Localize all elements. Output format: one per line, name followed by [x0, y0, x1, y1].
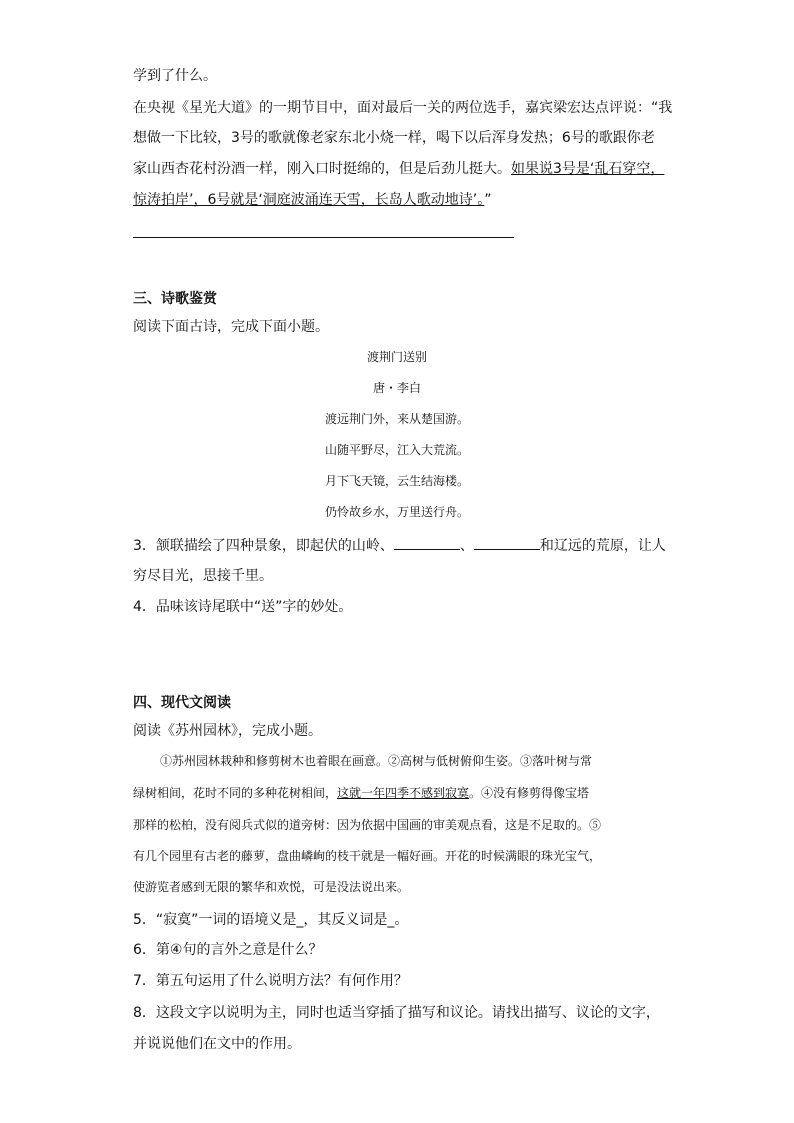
passage-line: 使游览者感到无限的繁华和欢悦，可是没法说出来。: [133, 880, 410, 894]
passage-line: 那样的松柏，没有阅兵式似的道旁树：因为依据中国画的审美观点看，这是不足取的。⑤: [133, 818, 602, 832]
text-segment: ”: [484, 192, 492, 208]
question-7: 7．第五句运用了什么说明方法？有何作用？: [133, 973, 408, 989]
text-line: [133, 190, 492, 210]
passage-line: ①苏州园林栽种和修剪树木也着眼在画意。②高树与低树俯仰生姿。③落叶树与常: [160, 754, 593, 768]
poem-line: 渡远荆门外，来从楚国游。: [324, 412, 469, 426]
question-3-cont: 穷尽目光，思接千里。: [133, 568, 273, 584]
question-8: 8．这段文字以说明为主，同时也适当穿插了描写和议论。请找出描写、议论的文字，: [133, 1005, 660, 1021]
passage-line: [133, 784, 589, 802]
passage-line: 有几个园里有古老的藤萝，盘曲嶙峋的枝干就是一幅好画。开花的时候满眼的珠光宝气，: [133, 849, 602, 863]
poem-title: 渡荆门送别: [366, 350, 427, 364]
question-text: 3．颔联描绘了四种景象，即起伏的山岭、: [133, 538, 394, 554]
text-segment: 家山西杏花村汾酒一样，刚入口时挺绵的，但是后劲儿挺大。: [133, 161, 511, 177]
question-6: 6．第④句的言外之意是什么？: [133, 942, 323, 958]
text-line: [133, 159, 664, 179]
question-3: [133, 535, 666, 556]
question-8-cont: 并说说他们在文中的作用。: [133, 1036, 301, 1052]
instruction-text: 阅读下面古诗，完成下面小题。: [133, 319, 329, 335]
question-text: 和辽远的荒原，让人: [539, 538, 666, 554]
instruction-text: 阅读《苏州园林》，完成小题。: [133, 723, 322, 739]
section-heading: 四、现代文阅读: [133, 695, 231, 711]
text-segment: 。④没有修剪得像宝塔: [469, 786, 590, 800]
question-5: 5．“寂寞”一词的语境义是_，其反义词是_。: [133, 912, 409, 928]
question-4: 4．品味该诗尾联中“送”字的妙处。: [133, 599, 353, 615]
poem-line: 山随平野尽，江入大荒流。: [324, 443, 469, 457]
answer-line: [133, 237, 514, 238]
text-line: 在央视《星光大道》的一期节目中，面对最后一关的两位选手，嘉宾梁宏达点评说：“我: [133, 100, 673, 116]
answer-blank[interactable]: [474, 535, 540, 550]
underlined-sentence: 惊涛拍岸’，6号就是‘洞庭波涌连天雪，长岛人歌动地诗’。: [133, 192, 485, 208]
poem-line: 仍怜故乡水，万里送行舟。: [324, 505, 469, 519]
answer-blank[interactable]: [394, 535, 460, 550]
underlined-sentence: 这就一年四季不感到寂寞: [337, 786, 470, 800]
section-heading: 三、诗歌鉴赏: [133, 291, 217, 307]
text-line: 学到了什么。: [133, 68, 217, 84]
text-segment: 绿树相间，花时不同的多种花树相间，: [133, 786, 338, 800]
question-text: 、: [459, 538, 474, 554]
poem-author: 唐・李白: [372, 381, 421, 395]
text-line: 想做一下比较，3号的歌就像老家东北小烧一样，喝下以后浑身发热；6号的歌跟你老: [133, 130, 655, 146]
poem-line: 月下飞天镜，云生结海楼。: [324, 474, 469, 488]
underlined-sentence: 如果说3号是‘乱石穿空，: [511, 161, 665, 177]
